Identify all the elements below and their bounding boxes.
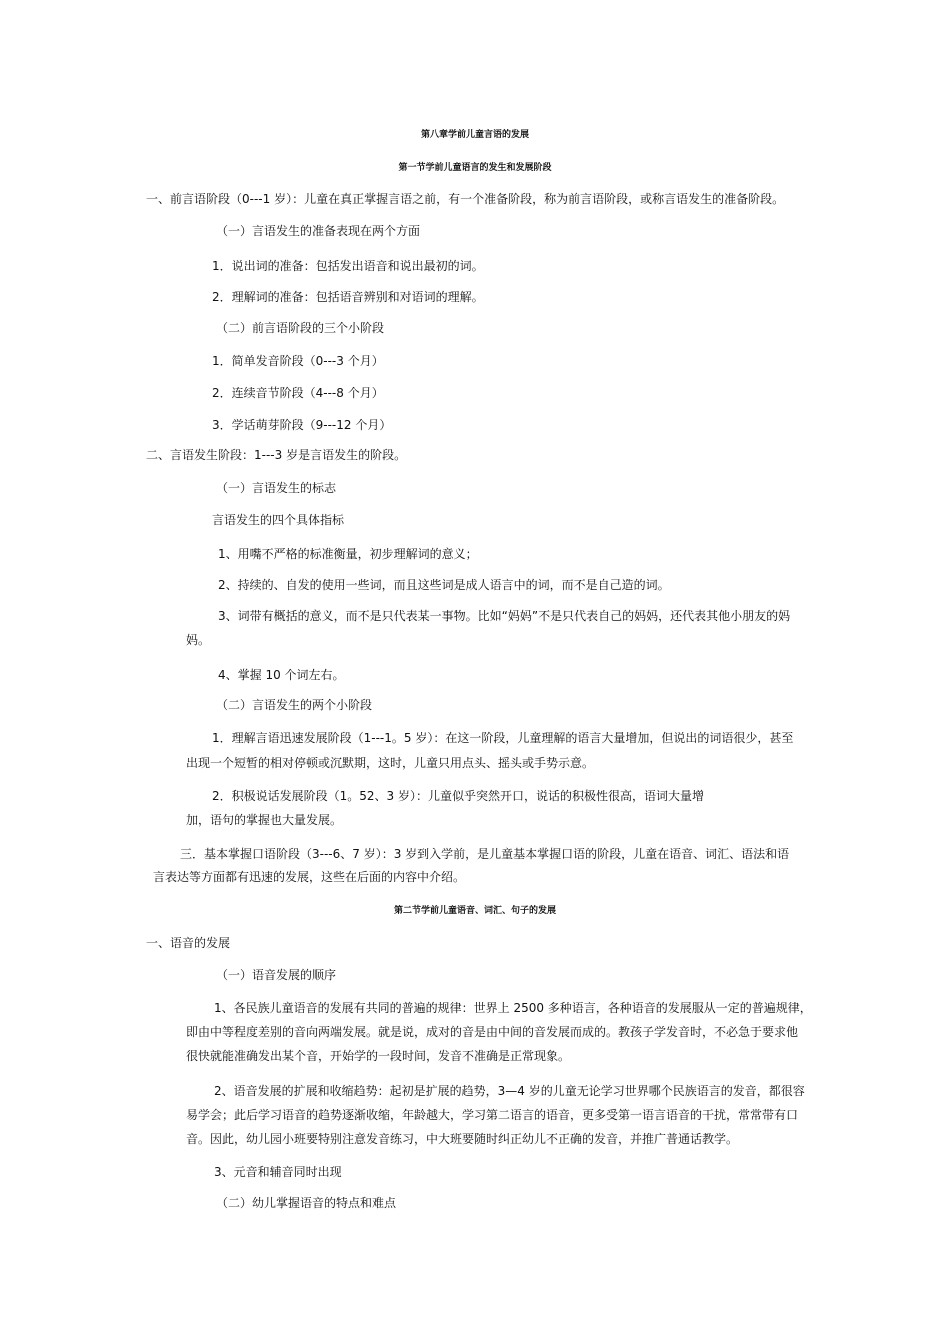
subheading: （二）幼儿掌握语音的特点和难点: [216, 1196, 397, 1210]
paragraph: 言语发生的四个具体指标: [212, 513, 345, 527]
paragraph: 一、语音的发展: [146, 936, 231, 950]
list-item: 3．学话萌芽阶段（9---12 个月）: [212, 418, 392, 432]
paragraph: 二、言语发生阶段：1---3 岁是言语发生的阶段。: [146, 448, 407, 462]
list-item: 1．理解言语迅速发展阶段（1---1。5 岁）：在这一阶段，儿童理解的语言大量增加，但说出的词语很少，甚至: [212, 731, 794, 745]
subheading: （一）言语发生的标志: [216, 481, 337, 495]
list-item: 2．理解词的准备：包括语音辨别和对语词的理解。: [212, 290, 484, 304]
section-title-1: 第一节学前儿童语言的发生和发展阶段: [398, 163, 552, 173]
list-item-continued: 加，语句的掌握也大量发展。: [186, 813, 343, 827]
subheading: （一）语音发展的顺序: [216, 968, 337, 982]
list-item: 1．说出词的准备：包括发出语音和说出最初的词。: [212, 259, 484, 273]
list-item: 2．连续音节阶段（4---8 个月）: [212, 386, 384, 400]
list-item-continued: 很快就能准确发出某个音，开始学的一段时间，发音不准确是正常现象。: [186, 1049, 571, 1063]
list-item-continued: 出现一个短暂的相对停顿或沉默期，这时，儿童只用点头、摇头或手势示意。: [186, 756, 595, 770]
list-item-continued: 音。因此，幼儿园小班要特别注意发音练习，中大班要随时纠正幼儿不正确的发音，并推广普通话教学。: [186, 1132, 739, 1146]
subheading: （二）言语发生的两个小阶段: [216, 698, 373, 712]
list-item-continued: 妈。: [186, 633, 211, 647]
list-item: 4、掌握 10 个词左右。: [218, 668, 345, 682]
list-item: 2、持续的、自发的使用一些词，而且这些词是成人语言中的词，而不是自己造的词。: [218, 578, 670, 592]
section-title-2: 第二节学前儿童语音、词汇、句子的发展: [393, 906, 556, 916]
list-item-continued: 易学会；此后学习语音的趋势逐渐收缩，年龄越大，学习第二语言的语音，更多受第一语言语音的干扰，常常带有口: [186, 1108, 799, 1122]
list-item: 2．积极说话发展阶段（1。52、3 岁）：儿童似乎突然开口，说话的积极性很高，语词大量增: [212, 789, 704, 803]
list-item: 1．简单发音阶段（0---3 个月）: [212, 354, 384, 368]
list-item: 2、语音发展的扩展和收缩趋势：起初是扩展的趋势，3—4 岁的儿童无论学习世界哪个民族语言的发音，都很容: [214, 1084, 805, 1098]
chapter-title: 第八章学前儿童言语的发展: [420, 130, 529, 140]
list-item-continued: 即由中等程度差别的音向两端发展。就是说，成对的音是由中间的音发展而成的。教孩子学发音时，不必急于要求他: [186, 1025, 799, 1039]
paragraph: 一、前言语阶段（0---1 岁）：儿童在真正掌握言语之前，有一个准备阶段，称为前言语阶段，或称言语发生的准备阶段。: [146, 192, 785, 206]
list-item: 3、词带有概括的意义，而不是只代表某一事物。比如“妈妈”不是只代表自己的妈妈，还代表其他小朋友的妈: [218, 609, 791, 623]
subheading: （二）前言语阶段的三个小阶段: [216, 321, 385, 335]
subheading: （一）言语发生的准备表现在两个方面: [216, 224, 421, 238]
paragraph: 三．基本掌握口语阶段（3---6、7 岁）：3 岁到入学前，是儿童基本掌握口语的阶段，儿童在语音、词汇、语法和语: [180, 847, 790, 861]
list-item: 1、用嘴不严格的标准衡量，初步理解词的意义；: [218, 547, 478, 561]
paragraph-continued: 言表达等方面都有迅速的发展，这些在后面的内容中介绍。: [153, 870, 466, 884]
list-item: 1、各民族儿童语音的发展有共同的普遍的规律：世界上 2500 多种语言，各种语音的发展服从一定的普遍规律，: [214, 1001, 812, 1015]
list-item: 3、元音和辅音同时出现: [214, 1165, 342, 1179]
